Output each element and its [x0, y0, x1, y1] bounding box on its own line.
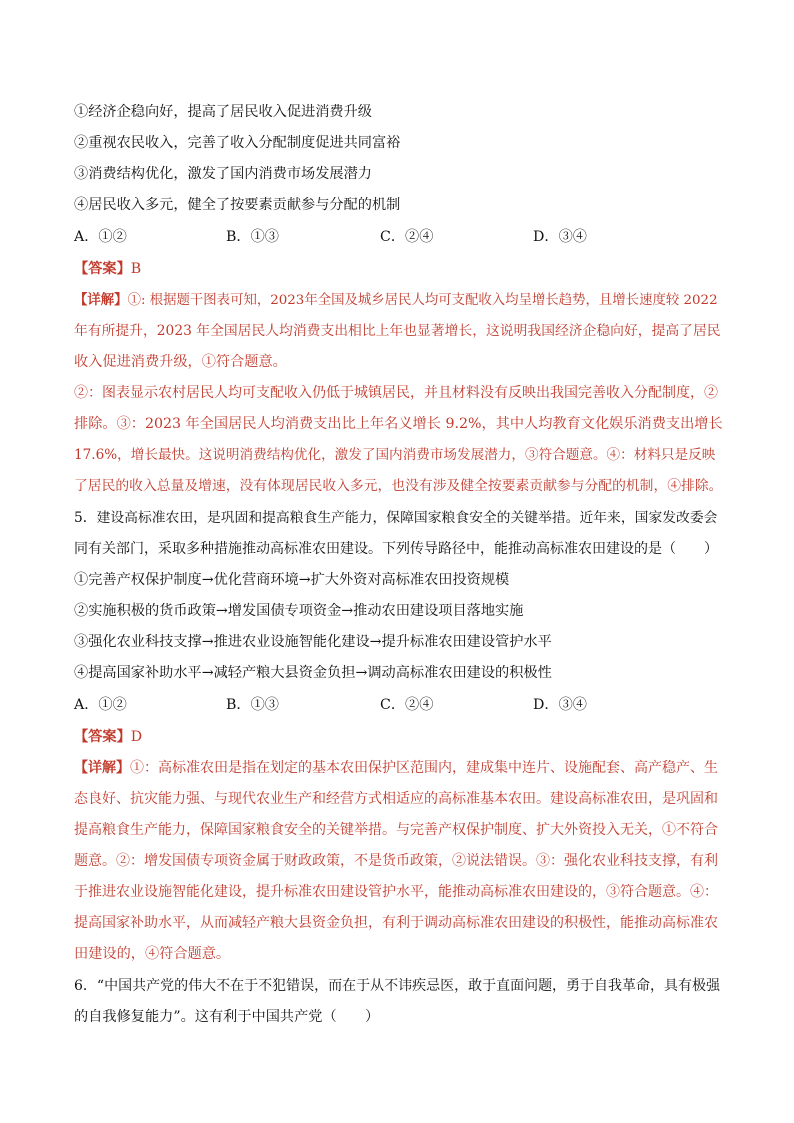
q5-item-2: ②实施积极的货币政策→增发国债专项资金→推动农田建设项目落地实施: [74, 603, 524, 619]
q4-item-4: ④居民收入多元，健全了按要素贡献参与分配的机制: [74, 197, 401, 213]
q5-stem-line-2: 同有关部门，采取多种措施推动高标准农田建设。下列传导路径中，能推动高标准农田建设的是（ ）: [74, 541, 718, 557]
answer-value: B: [130, 261, 142, 277]
q5-detail-line-6: 提高国家补助水平，从而减轻产粮大县资金负担，有利于调动高标准农田建设的积极性，能推动高标准农: [74, 915, 718, 931]
q5-detail-line-7: 田建设的，④符合题意。: [74, 946, 231, 962]
q4-detail-line-2: 年有所提升，2023 年全国居民人均消费支出相比上年也显著增长，这说明我国经济企稳向好，提高了居民: [74, 323, 721, 339]
q5-item-4: ④提高国家补助水平→减轻产粮大县资金负担→调动高标准农田建设的积极性: [74, 665, 552, 681]
q4-option-d: D．③④: [533, 229, 587, 245]
q5-stem-line-1: 5．建设高标准农田，是巩固和提高粮食生产能力，保障国家粮食安全的关键举措。近年来，国家发改委会: [74, 510, 718, 526]
detail-text: ①：高标准农田是指在划定的基本农田保护区范围内，建成集中连片、设施配套、高产稳产、生: [130, 760, 718, 776]
answer-tag: 【答案】: [74, 729, 131, 745]
q4-item-3: ③消费结构优化，激发了国内消费市场发展潜力: [74, 166, 372, 182]
q5-option-b: B．①③: [226, 697, 279, 713]
q4-detail-line-5: 排除。③：2023 年全国居民人均消费支出比上年名义增长 9.2%，其中人均教育文化娱乐消费支出增长: [74, 416, 723, 432]
detail-tag: 【详解】: [74, 292, 128, 308]
q4-option-b: B．①③: [226, 229, 279, 245]
q4-detail-line-7: 了居民的收入总量及增速，没有体现居民收入多元，也没有涉及健全按要素贡献参与分配的机制，④排除。: [74, 478, 723, 494]
q5-item-1: ①完善产权保护制度→优化营商环境→扩大外资对高标准农田投资规模: [74, 572, 510, 588]
q4-detail-line-1: [74, 290, 724, 311]
detail-text: ①: 根据题干图表可知，2023年全国及城乡居民人均可支配收入均呈增长趋势，且增长速度较 2022: [127, 293, 718, 308]
q4-detail-line-3: 收入促进消费升级，①符合题意。: [74, 354, 287, 370]
q5-detail-line-3: 提高粮食生产能力，保障国家粮食安全的关键举措。与完善产权保护制度、扩大外资投入无关，①不符合: [74, 822, 718, 838]
answer-tag: 【答案】: [74, 261, 131, 277]
q5-detail-line-4: 题意。②：增发国债专项资金属于财政政策，不是货币政策，②说法错误。③：强化农业科技支撑，有利: [74, 853, 718, 869]
q4-item-1: ①经济企稳向好，提高了居民收入促进消费升级: [74, 104, 372, 120]
q4-option-c: C．②④: [380, 229, 434, 245]
q6-stem-line-2: 的自我修复能力”。这有利于中国共产党（ ）: [74, 1009, 380, 1025]
q5-option-a: A．①②: [74, 697, 127, 713]
q4-answer: [74, 259, 724, 279]
q5-option-c: C．②④: [380, 697, 434, 713]
q4-detail-line-4: ②：图表显示农村居民人均可支配收入仍低于城镇居民，并且材料没有反映出我国完善收入分配制度，②: [74, 385, 718, 401]
q4-item-2: ②重视农民收入，完善了收入分配制度促进共同富裕: [74, 135, 401, 151]
q5-detail-line-1: [74, 758, 724, 778]
q5-detail-line-5: 于推进农业设施智能化建设，提升标准农田建设管护水平，能推动高标准农田建设的，③符合题意。④：: [74, 884, 718, 900]
q5-detail-line-2: 态良好、抗灾能力强、与现代农业生产和经营方式相适应的高标准基本农田。建设高标准农田，是巩固和: [74, 791, 718, 807]
q6-stem-line-1: 6．“中国共产党的伟大不在于不犯错误，而在于从不讳疾忌医，敢于直面问题，勇于自我革命，具有极强: [74, 978, 721, 994]
q5-option-d: D．③④: [533, 697, 587, 713]
q4-detail-line-6: 17.6%，增长最快。这说明消费结构优化，激发了国内消费市场发展潜力，③符合题意。④：材料只是反映: [74, 447, 716, 463]
detail-tag: 【详解】: [74, 760, 130, 776]
q4-option-a: A．①②: [74, 229, 127, 245]
q5-answer: [74, 727, 724, 747]
q5-item-3: ③强化农业科技支撑→推进农业设施智能化建设→提升标准农田建设管护水平: [74, 634, 552, 650]
answer-value: D: [130, 729, 143, 745]
